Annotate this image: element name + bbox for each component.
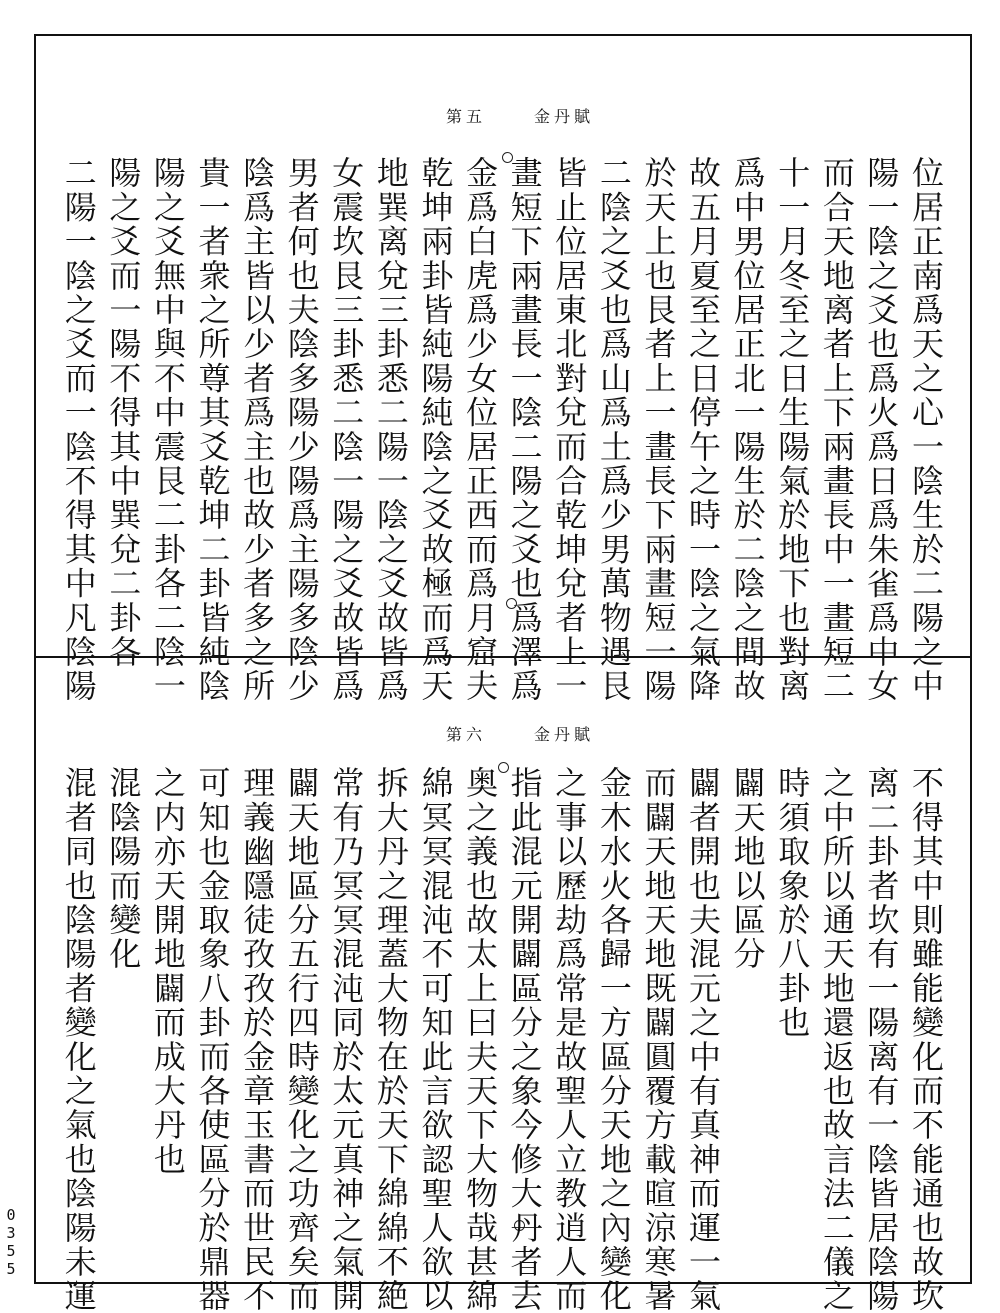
text-column: 爲中男位居正北一陽生於二陰之間故 [728, 156, 767, 704]
text-column: 之内亦天開地闢而成大丹也 [148, 766, 187, 1177]
lower-body-text [56, 766, 948, 1313]
text-column: 可知也金取象八卦而各使區分於鼎器 [193, 766, 232, 1313]
text-column: 畫短下兩畫長一陰二陽之爻也爲澤爲 [505, 156, 544, 704]
text-column: 闢者開也夫混元之中有真神而運一氣 [684, 766, 723, 1313]
upper-page-label: 第五 [446, 107, 487, 126]
text-column: 混陰陽而變化 [104, 766, 143, 972]
text-column: 於天上也艮者上一畫長下兩畫短一陽 [639, 156, 678, 704]
text-column: 理義幽隱徒孜孜於金章玉書而世民不 [238, 766, 277, 1313]
text-column: 混者同也陰陽者變化之氣也陰陽未運 [59, 766, 98, 1313]
text-column: 金木水火各歸一方區分天地之內變化 [594, 766, 633, 1313]
text-column: 皆止位居東北對兌而合乾坤兌者上一 [550, 156, 589, 704]
upper-running-header [36, 104, 970, 128]
text-column: 位居正南爲天之心一陰生於二陽之中 [907, 156, 945, 704]
lower-running-header [36, 722, 970, 746]
scripture-page-frame [34, 34, 972, 1313]
lower-page-label: 第六 [446, 725, 487, 744]
text-column: 陰爲主皆以少者爲主也故少者多之所 [238, 156, 277, 704]
text-column: 而合天地离者上下兩畫長中一畫短二 [817, 156, 856, 704]
text-column: 常有乃冥冥混沌同於太元真神之氣開 [327, 766, 366, 1313]
text-column: 陽之爻而一陽不得其中巽兌二卦各 [104, 156, 143, 669]
text-column: 二陰之爻也爲山爲土爲少男萬物遇艮 [594, 156, 633, 704]
text-column: 時須取象於八卦也 [773, 766, 812, 1040]
upper-page [36, 36, 970, 704]
margin-page-number: 0355 [2, 1206, 20, 1278]
text-column: 乾坤兩卦皆純陽純陰之爻故極而爲天 [416, 156, 455, 704]
lower-book-title: 金丹賦 [534, 725, 595, 744]
text-column: 金爲白虎爲少女位居正西而爲月窟夫 [461, 156, 500, 704]
text-column: 之事以歷劫爲常是故聖人立教逍人而 [550, 766, 589, 1313]
text-column: 而闢天地天地既闢圓覆方載暄涼寒暑 [639, 766, 678, 1313]
text-column: 女震坎艮三卦悉二陰一陽之爻故皆爲 [327, 156, 366, 704]
text-column: 不得其中則雖能變化而不能通也故坎 [907, 766, 945, 1313]
text-column: 离二卦者坎有一陽离有一陰皆居陰陽 [862, 766, 901, 1313]
text-column: 地巽离兌三卦悉二陽一陰之爻故皆爲 [371, 156, 410, 704]
text-column: 陽之爻無中與不中震艮二卦各二陰一 [148, 156, 187, 704]
upper-body-text [56, 156, 948, 704]
text-column: 綿冥冥混沌不可知此言欲認聖人欲以 [416, 766, 455, 1313]
text-column: 男者何也夫陰多陽少陽爲主陽多陰少 [282, 156, 321, 704]
text-column: 闢天地區分五行四時變化之功齊矣而 [282, 766, 321, 1313]
text-column: 奥之義也故太上曰夫天下大物哉甚綿 [461, 766, 500, 1313]
lower-page [36, 658, 970, 1313]
text-column: 二陽一陰之爻而一陰不得其中凡陰陽 [59, 156, 98, 704]
text-column: 貴一者衆之所尊其爻乾坤二卦皆純陰 [193, 156, 232, 704]
text-column: 闢天地以區分 [728, 766, 767, 972]
text-column: 拆大丹之理蓋大物在於天下綿綿不絶 [371, 766, 410, 1313]
text-column: 故五月夏至之日停午之時一陰之氣降 [684, 156, 723, 704]
text-column: 十一月冬至之日生陽氣於地下也對离 [773, 156, 812, 704]
text-column: 陽一陰之爻也爲火爲日爲朱雀爲中女 [862, 156, 901, 704]
text-column: 指此混元開闢區分之象今修大丹者去 [505, 766, 544, 1313]
text-column: 之中所以通天地還返也故言法二儀之 [817, 766, 856, 1313]
upper-book-title: 金丹賦 [534, 107, 595, 126]
